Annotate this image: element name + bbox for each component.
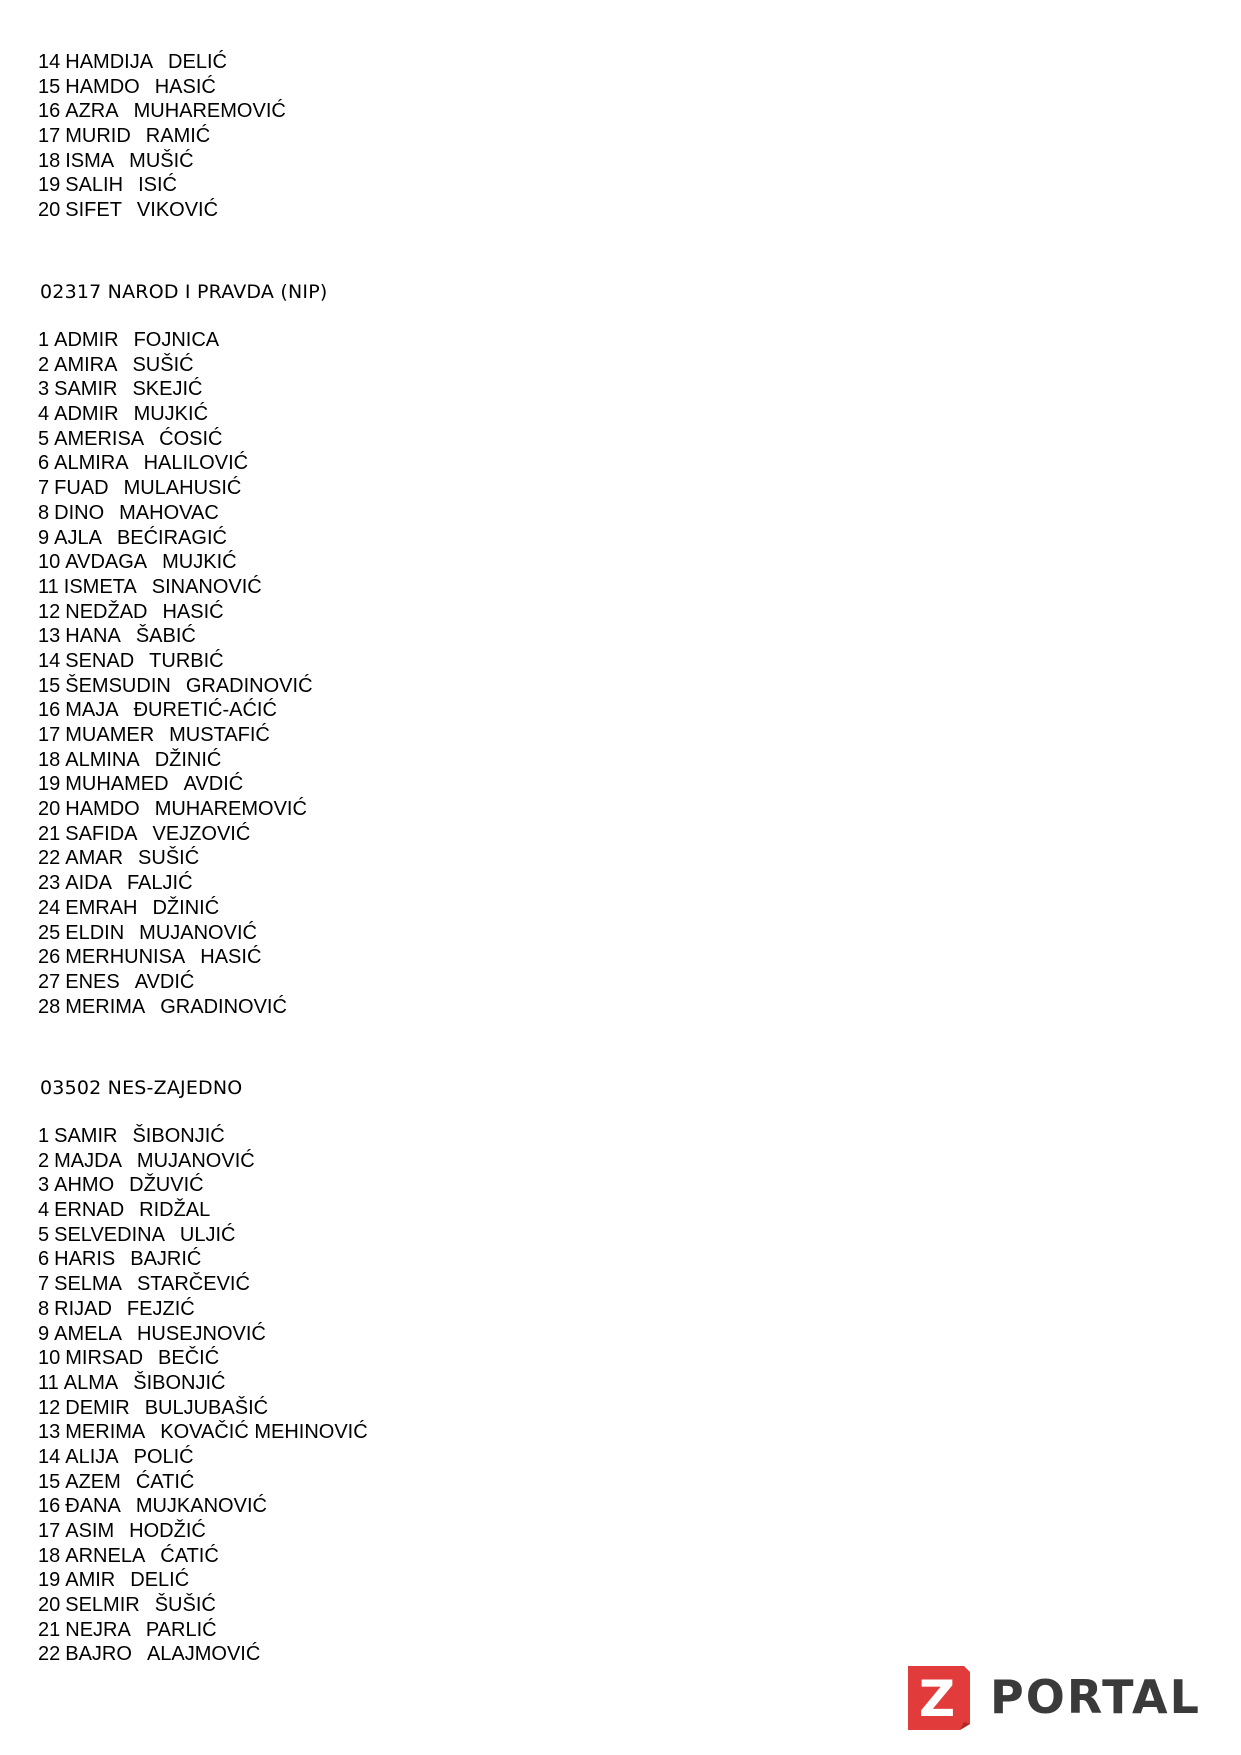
candidate-row: [38, 402, 313, 427]
candidate-first-name: ISMETA: [63, 575, 137, 598]
candidate-last-name: ALAJMOVIĆ: [146, 1643, 261, 1666]
candidate-first-name: SAFIDA: [65, 822, 138, 845]
candidate-number: 19: [38, 1569, 61, 1592]
candidate-last-name: ISIĆ: [138, 174, 177, 197]
candidate-number: 22: [38, 1643, 61, 1666]
candidate-first-name: FUAD: [54, 477, 109, 500]
candidate-number: 18: [38, 149, 61, 172]
candidate-row: [38, 1618, 368, 1643]
candidate-first-name: ALMA: [63, 1371, 119, 1394]
candidate-last-name: FOJNICA: [133, 329, 220, 351]
candidate-first-name: ADMIR: [54, 403, 119, 426]
candidate-row: [38, 1445, 368, 1470]
candidate-row: [38, 1544, 368, 1569]
candidate-number: 22: [38, 847, 61, 870]
candidate-last-name: VEJZOVIĆ: [152, 822, 251, 845]
candidate-row: [38, 99, 286, 124]
candidate-row: [38, 173, 286, 198]
candidate-number: 12: [38, 1396, 61, 1419]
candidate-number: 1: [38, 329, 50, 351]
candidate-last-name: DŽINIĆ: [152, 896, 220, 919]
candidate-row: [38, 896, 313, 921]
candidate-first-name: HAMDIJA: [65, 51, 154, 73]
candidate-first-name: ADMIR: [54, 329, 119, 351]
candidate-first-name: AMERISA: [54, 427, 145, 450]
candidate-row: [38, 50, 286, 75]
candidate-last-name: KOVAČIĆ MEHINOVIĆ: [160, 1421, 368, 1444]
candidate-list-nes-zajedno: [38, 1124, 368, 1667]
candidate-first-name: MERIMA: [65, 1421, 146, 1444]
candidate-row: [38, 1420, 368, 1445]
candidate-last-name: HASIĆ: [154, 75, 216, 98]
candidate-number: 3: [38, 1174, 50, 1197]
candidate-row: [38, 921, 313, 946]
candidate-first-name: HARIS: [54, 1248, 116, 1271]
candidate-first-name: ENES: [65, 970, 120, 993]
candidate-number: 18: [38, 1544, 61, 1567]
candidate-last-name: HASIĆ: [162, 600, 224, 623]
candidate-first-name: ALMINA: [65, 748, 140, 771]
candidate-row: [38, 1247, 368, 1272]
candidate-number: 8: [38, 1297, 50, 1320]
candidate-first-name: MAJDA: [54, 1149, 122, 1172]
candidate-row: [38, 1198, 368, 1223]
candidate-row: [38, 600, 313, 625]
candidate-row: [38, 476, 313, 501]
candidate-first-name: SAMIR: [54, 378, 118, 401]
candidate-number: 3: [38, 378, 50, 401]
candidate-row: [38, 772, 313, 797]
candidate-first-name: SALIH: [65, 174, 124, 197]
candidate-row: [38, 1470, 368, 1495]
party-title-nip: 02317 NAROD I PRAVDA (NIP): [40, 281, 328, 303]
candidate-last-name: ŠUŠIĆ: [154, 1594, 216, 1617]
candidate-last-name: MUSTAFIĆ: [169, 724, 270, 746]
candidate-last-name: MUHAREMOVIĆ: [154, 798, 307, 821]
candidate-row: [38, 575, 313, 600]
candidate-first-name: ISMA: [65, 149, 115, 172]
candidate-first-name: ALIJA: [65, 1445, 119, 1468]
candidate-number: 5: [38, 427, 50, 450]
candidate-row: [38, 1173, 368, 1198]
candidate-last-name: RAMIĆ: [145, 125, 211, 148]
candidate-number: 21: [38, 822, 61, 845]
candidate-last-name: DŽINIĆ: [154, 748, 222, 771]
candidate-row: [38, 822, 313, 847]
candidate-last-name: GRADINOVIĆ: [160, 995, 287, 1018]
candidate-row: [38, 427, 313, 452]
candidate-first-name: AHMO: [54, 1174, 115, 1197]
candidate-number: 10: [38, 551, 61, 574]
candidate-row: [38, 1568, 368, 1593]
candidate-first-name: ELDIN: [65, 921, 125, 944]
candidate-first-name: ASIM: [65, 1520, 115, 1542]
candidate-number: 20: [38, 199, 61, 222]
candidate-first-name: AMAR: [65, 847, 124, 870]
candidate-first-name: HAMDO: [65, 798, 140, 821]
candidate-row: [38, 649, 313, 674]
candidate-row: [38, 1642, 368, 1667]
candidate-row: [38, 377, 313, 402]
candidate-first-name: BAJRO: [65, 1643, 132, 1666]
candidate-last-name: ĆOSIĆ: [159, 427, 223, 450]
z-logo-icon: [904, 1662, 974, 1732]
candidate-first-name: AIDA: [65, 872, 112, 895]
candidate-row: [38, 1223, 368, 1248]
candidate-number: 2: [38, 1149, 50, 1172]
candidate-first-name: ERNAD: [54, 1199, 125, 1222]
candidate-row: [38, 748, 313, 773]
candidate-first-name: HANA: [65, 625, 121, 648]
candidate-last-name: MUJKANOVIĆ: [135, 1495, 267, 1518]
candidate-first-name: SELMA: [54, 1273, 122, 1296]
candidate-row: [38, 198, 286, 223]
candidate-first-name: MURID: [65, 125, 131, 148]
candidate-last-name: DELIĆ: [130, 1569, 190, 1592]
candidate-row: [38, 75, 286, 100]
candidate-row: [38, 871, 313, 896]
candidate-last-name: SUŠIĆ: [132, 353, 194, 376]
candidate-row: [38, 1322, 368, 1347]
candidate-first-name: AMELA: [54, 1322, 122, 1345]
candidate-number: 13: [38, 1421, 61, 1444]
candidate-last-name: DŽUVIĆ: [129, 1174, 204, 1197]
candidate-number: 12: [38, 600, 61, 623]
candidate-row: [38, 1272, 368, 1297]
candidate-number: 19: [38, 773, 61, 796]
candidate-last-name: STARČEVIĆ: [136, 1273, 250, 1296]
candidate-first-name: MERIMA: [65, 995, 146, 1018]
candidate-row: [38, 945, 313, 970]
candidate-first-name: ĐANA: [65, 1495, 121, 1518]
candidate-first-name: ALMIRA: [54, 452, 129, 475]
candidate-row: [38, 1396, 368, 1421]
candidate-row: [38, 1593, 368, 1618]
candidate-first-name: AZEM: [65, 1470, 121, 1493]
candidate-first-name: MUHAMED: [65, 773, 169, 796]
candidate-first-name: AMIRA: [54, 353, 118, 376]
candidate-row: [38, 550, 313, 575]
candidate-last-name: GRADINOVIĆ: [185, 674, 313, 697]
candidate-list-nip: [38, 328, 313, 1019]
candidate-last-name: MUJANOVIĆ: [136, 1149, 255, 1172]
candidate-last-name: AVDIĆ: [183, 773, 244, 796]
candidate-last-name: ŠIBONJIĆ: [132, 1125, 225, 1147]
candidate-row: [38, 149, 286, 174]
candidate-first-name: ARNELA: [65, 1544, 146, 1567]
candidate-first-name: MIRSAD: [65, 1347, 144, 1370]
candidate-number: 20: [38, 798, 61, 821]
candidate-first-name: ŠEMSUDIN: [65, 674, 171, 697]
candidate-number: 11: [38, 575, 59, 598]
candidate-last-name: MUJANOVIĆ: [139, 921, 257, 944]
candidate-number: 10: [38, 1347, 61, 1370]
candidate-first-name: EMRAH: [65, 896, 138, 919]
candidate-last-name: SKEJIĆ: [132, 378, 203, 401]
candidate-number: 16: [38, 100, 61, 123]
candidate-number: 17: [38, 724, 61, 746]
candidate-number: 20: [38, 1594, 61, 1617]
candidate-number: 18: [38, 748, 61, 771]
candidate-first-name: AZRA: [65, 100, 119, 123]
logo-wordmark: PORTAL: [990, 1670, 1201, 1724]
candidate-row: [38, 1124, 368, 1149]
candidate-first-name: NEDŽAD: [65, 600, 148, 623]
candidate-row: [38, 970, 313, 995]
candidate-last-name: ULJIĆ: [179, 1223, 236, 1246]
candidate-last-name: ĐURETIĆ-AĆIĆ: [133, 699, 277, 722]
candidate-first-name: MAJA: [65, 699, 119, 722]
candidate-last-name: DELIĆ: [168, 51, 227, 73]
candidate-number: 6: [38, 452, 50, 475]
candidate-row: [38, 124, 286, 149]
candidate-number: 7: [38, 1273, 50, 1296]
candidate-number: 14: [38, 51, 61, 73]
candidate-number: 15: [38, 75, 61, 98]
candidate-row: [38, 526, 313, 551]
candidate-row: [38, 698, 313, 723]
candidate-first-name: MUAMER: [65, 724, 155, 746]
candidate-number: 25: [38, 921, 61, 944]
candidate-number: 17: [38, 1520, 61, 1542]
candidate-last-name: HASIĆ: [200, 946, 262, 969]
candidate-number: 13: [38, 625, 61, 648]
candidate-number: 14: [38, 649, 61, 672]
logo-letter: Z: [918, 1670, 956, 1728]
candidate-last-name: ĆATIĆ: [135, 1470, 195, 1493]
candidate-row: [38, 624, 313, 649]
candidate-last-name: BULJUBAŠIĆ: [144, 1396, 269, 1419]
candidate-last-name: ŠABIĆ: [135, 625, 196, 648]
candidate-last-name: POLIĆ: [133, 1445, 194, 1468]
candidate-row: [38, 501, 313, 526]
candidate-first-name: HAMDO: [65, 75, 140, 98]
candidate-last-name: ĆATIĆ: [160, 1544, 219, 1567]
candidate-number: 9: [38, 526, 50, 549]
candidate-first-name: AVDAGA: [65, 551, 148, 574]
candidate-number: 16: [38, 1495, 61, 1518]
candidate-last-name: BEČIĆ: [158, 1347, 220, 1370]
candidate-last-name: BEĆIRAGIĆ: [116, 526, 227, 549]
candidate-number: 19: [38, 174, 61, 197]
candidate-number: 15: [38, 674, 61, 697]
candidate-number: 5: [38, 1223, 50, 1246]
candidate-first-name: SENAD: [65, 649, 135, 672]
party-title-nes-zajedno: 03502 NES-ZAJEDNO: [40, 1077, 243, 1099]
candidate-last-name: HODŽIĆ: [129, 1520, 206, 1542]
candidate-number: 21: [38, 1618, 61, 1641]
candidate-number: 26: [38, 946, 61, 969]
candidate-first-name: RIJAD: [54, 1297, 112, 1320]
candidate-last-name: FALJIĆ: [126, 872, 193, 895]
candidate-last-name: MAHOVAC: [119, 501, 219, 524]
candidate-last-name: ŠIBONJIĆ: [133, 1371, 226, 1394]
candidate-first-name: SELVEDINA: [54, 1223, 165, 1246]
candidate-last-name: BAJRIĆ: [130, 1248, 202, 1271]
candidate-row: [38, 328, 313, 353]
candidate-last-name: HUSEJNOVIĆ: [136, 1322, 266, 1345]
candidate-first-name: AMIR: [65, 1569, 116, 1592]
candidate-first-name: MERHUNISA: [65, 946, 186, 969]
candidate-first-name: SIFET: [65, 199, 122, 222]
candidate-last-name: HALILOVIĆ: [143, 452, 249, 475]
candidate-number: 1: [38, 1125, 50, 1147]
candidate-first-name: DEMIR: [65, 1396, 130, 1419]
candidate-last-name: FEJZIĆ: [126, 1297, 195, 1320]
candidate-number: 24: [38, 896, 61, 919]
candidate-last-name: VIKOVIĆ: [136, 199, 219, 222]
candidate-list-continued: [38, 50, 286, 223]
candidate-number: 15: [38, 1470, 61, 1493]
candidate-number: 7: [38, 477, 50, 500]
candidate-row: [38, 723, 313, 748]
candidate-last-name: MUJKIĆ: [133, 403, 209, 426]
candidate-last-name: MUJKIĆ: [162, 551, 237, 574]
candidate-row: [38, 1297, 368, 1322]
candidate-row: [38, 797, 313, 822]
candidate-row: [38, 1494, 368, 1519]
candidate-last-name: PARLIĆ: [145, 1618, 217, 1641]
candidate-number: 16: [38, 699, 61, 722]
candidate-number: 2: [38, 353, 50, 376]
candidate-number: 11: [38, 1371, 59, 1394]
candidate-number: 4: [38, 1199, 50, 1222]
candidate-last-name: SINANOVIĆ: [151, 575, 262, 598]
candidate-number: 27: [38, 970, 61, 993]
candidate-number: 23: [38, 872, 61, 895]
candidate-row: [38, 1519, 368, 1544]
candidate-first-name: NEJRA: [65, 1618, 131, 1641]
candidate-last-name: AVDIĆ: [134, 970, 195, 993]
candidate-number: 9: [38, 1322, 50, 1345]
candidate-row: [38, 846, 313, 871]
candidate-row: [38, 1346, 368, 1371]
candidate-last-name: SUŠIĆ: [138, 847, 200, 870]
candidate-first-name: SAMIR: [54, 1125, 118, 1147]
candidate-row: [38, 353, 313, 378]
candidate-number: 14: [38, 1445, 61, 1468]
candidate-first-name: AJLA: [54, 526, 102, 549]
candidate-last-name: MUHAREMOVIĆ: [133, 100, 286, 123]
candidate-number: 17: [38, 125, 61, 148]
candidate-last-name: MUŠIĆ: [129, 149, 194, 172]
candidate-first-name: DINO: [54, 501, 105, 524]
candidate-number: 4: [38, 403, 50, 426]
candidate-first-name: SELMIR: [65, 1594, 140, 1617]
candidate-last-name: TURBIĆ: [149, 649, 224, 672]
candidate-row: [38, 1371, 368, 1396]
z-portal-logo: [904, 1662, 1201, 1732]
candidate-row: [38, 1149, 368, 1174]
candidate-number: 6: [38, 1248, 50, 1271]
candidate-row: [38, 995, 313, 1020]
candidate-number: 8: [38, 501, 50, 524]
candidate-last-name: RIDŽAL: [139, 1199, 211, 1222]
candidate-number: 28: [38, 995, 61, 1018]
candidate-row: [38, 674, 313, 699]
candidate-row: [38, 451, 313, 476]
candidate-last-name: MULAHUSIĆ: [123, 477, 242, 500]
